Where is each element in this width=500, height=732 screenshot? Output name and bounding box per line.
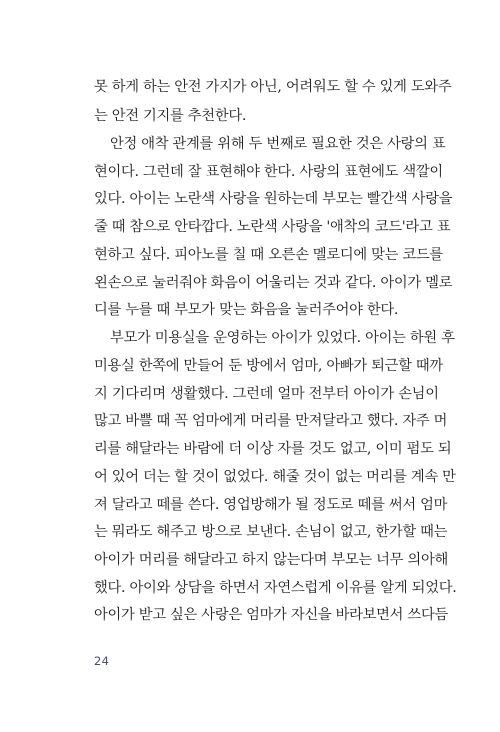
text-line: 부모가 미용실을 운영하는 아이가 있었다. 아이는 하원 후 xyxy=(110,330,455,346)
text-line: 있다. 아이는 노란색 사랑을 원하는데 부모는 빨간색 사랑을 xyxy=(94,191,453,207)
text-line: 디를 누를 때 부모가 맞는 화음을 눌러주어야 한다. xyxy=(94,302,399,318)
text-line: 져 달라고 떼를 쓴다. 영업방해가 될 정도로 떼를 써서 엄마 xyxy=(94,497,448,513)
text-line: 줄 때 참으로 안타깝다. 노란색 사랑을 '애착의 코드'라고 표 xyxy=(94,219,451,235)
text-line: 아이가 머리를 해달라고 하지 않는다며 부모는 너무 의아해 xyxy=(94,552,448,568)
text-line: 했다. 아이와 상담을 하면서 자연스럽게 이유를 알게 되었다. xyxy=(94,580,457,596)
text-line: 많고 바쁠 때 꼭 엄마에게 머리를 만져달라고 했다. 자주 머 xyxy=(94,413,448,429)
text-line: 리를 해달라는 바람에 더 이상 자를 것도 없고, 이미 펌도 되 xyxy=(94,441,452,457)
text-line: 는 안전 기지를 추천한다. xyxy=(94,108,247,124)
text-line: 지 기다리며 생활했다. 그런데 얼마 전부터 아이가 손님이 xyxy=(94,386,439,402)
text-line: 미용실 한쪽에 만들어 둔 방에서 엄마, 아빠가 퇴근할 때까 xyxy=(94,358,443,374)
text-line: 안정 애착 관계를 위해 두 번째로 필요한 것은 사랑의 표 xyxy=(110,136,446,152)
text-line: 현이다. 그런데 잘 표현해야 한다. 사랑의 표현에도 색깔이 xyxy=(94,164,443,180)
text-line: 못 하게 하는 안전 가지가 아닌, 어려워도 할 수 있게 도와주 xyxy=(94,79,452,95)
text-line: 현하고 싶다. 피아노를 칠 때 오른손 멜로디에 맞는 코드를 xyxy=(94,247,443,263)
text-line: 는 뭐라도 해주고 방으로 보낸다. 손님이 없고, 한가할 때는 xyxy=(94,524,448,540)
text-line: 아이가 받고 싶은 사랑은 엄마가 자신을 바라보면서 쓰다듬 xyxy=(94,607,448,623)
text-line: 왼손으로 눌러줘야 화음이 어울리는 것과 같다. 아이가 멜로 xyxy=(94,275,453,291)
page-number: 24 xyxy=(94,654,110,668)
text-line: 어 있어 더는 할 것이 없었다. 해줄 것이 없는 머리를 계속 만 xyxy=(94,469,456,485)
